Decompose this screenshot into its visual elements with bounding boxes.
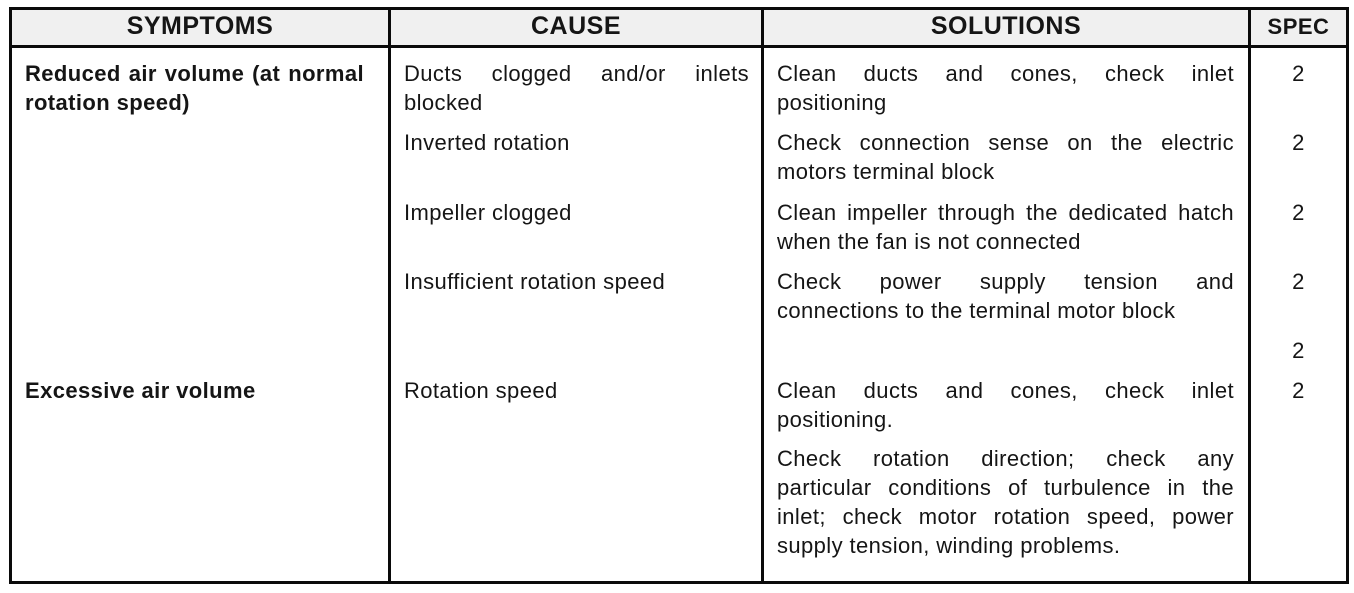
col-header-solutions: SOLUTIONS xyxy=(763,9,1250,47)
table-row xyxy=(11,47,1348,118)
cause-cell: Ducts clogged and/or inlets blocked xyxy=(390,47,763,118)
spec-cell: 2 xyxy=(1250,47,1348,118)
spec-cell: 2 xyxy=(1250,187,1348,256)
cause-cell: Insufficient rotation speed xyxy=(390,256,763,325)
cause-cell: Inverted rotation xyxy=(390,117,763,187)
cause-cell: Rotation speed xyxy=(390,365,763,434)
spec-cell: 2 xyxy=(1250,256,1348,325)
col-header-cause: CAUSE xyxy=(390,9,763,47)
solution-cell: Check rotation direction; check any particular conditions of turbulence in the inlet; check motor rotation speed, power supply tension, winding problems. xyxy=(763,434,1250,583)
solution-cell: Clean ducts and cones, check inlet positioning. xyxy=(763,365,1250,434)
table-header-row xyxy=(11,9,1348,47)
cause-cell: Impeller clogged xyxy=(390,187,763,256)
solution-cell: Check power supply tension and connections to the terminal motor block xyxy=(763,256,1250,325)
solution-cell: Clean ducts and cones, check inlet positioning xyxy=(763,47,1250,118)
troubleshooting-table xyxy=(9,7,1349,584)
symptom-cell: Reduced air volume (at normal rotation speed) xyxy=(11,47,390,366)
col-header-symptoms: SYMPTOMS xyxy=(11,9,390,47)
symptom-cell: Excessive air volume xyxy=(11,365,390,583)
spec-cell: 2 xyxy=(1250,365,1348,434)
spec-cell xyxy=(1250,434,1348,583)
solution-cell: Clean impeller through the dedicated hatch when the fan is not connected xyxy=(763,187,1250,256)
cause-cell xyxy=(390,434,763,583)
solution-cell: Check connection sense on the electric motors terminal block xyxy=(763,117,1250,187)
spec-cell: 2 xyxy=(1250,325,1348,365)
col-header-spec: SPEC xyxy=(1250,9,1348,47)
table-row xyxy=(11,365,1348,434)
cause-cell xyxy=(390,325,763,365)
solution-cell xyxy=(763,325,1250,365)
spec-cell: 2 xyxy=(1250,117,1348,187)
